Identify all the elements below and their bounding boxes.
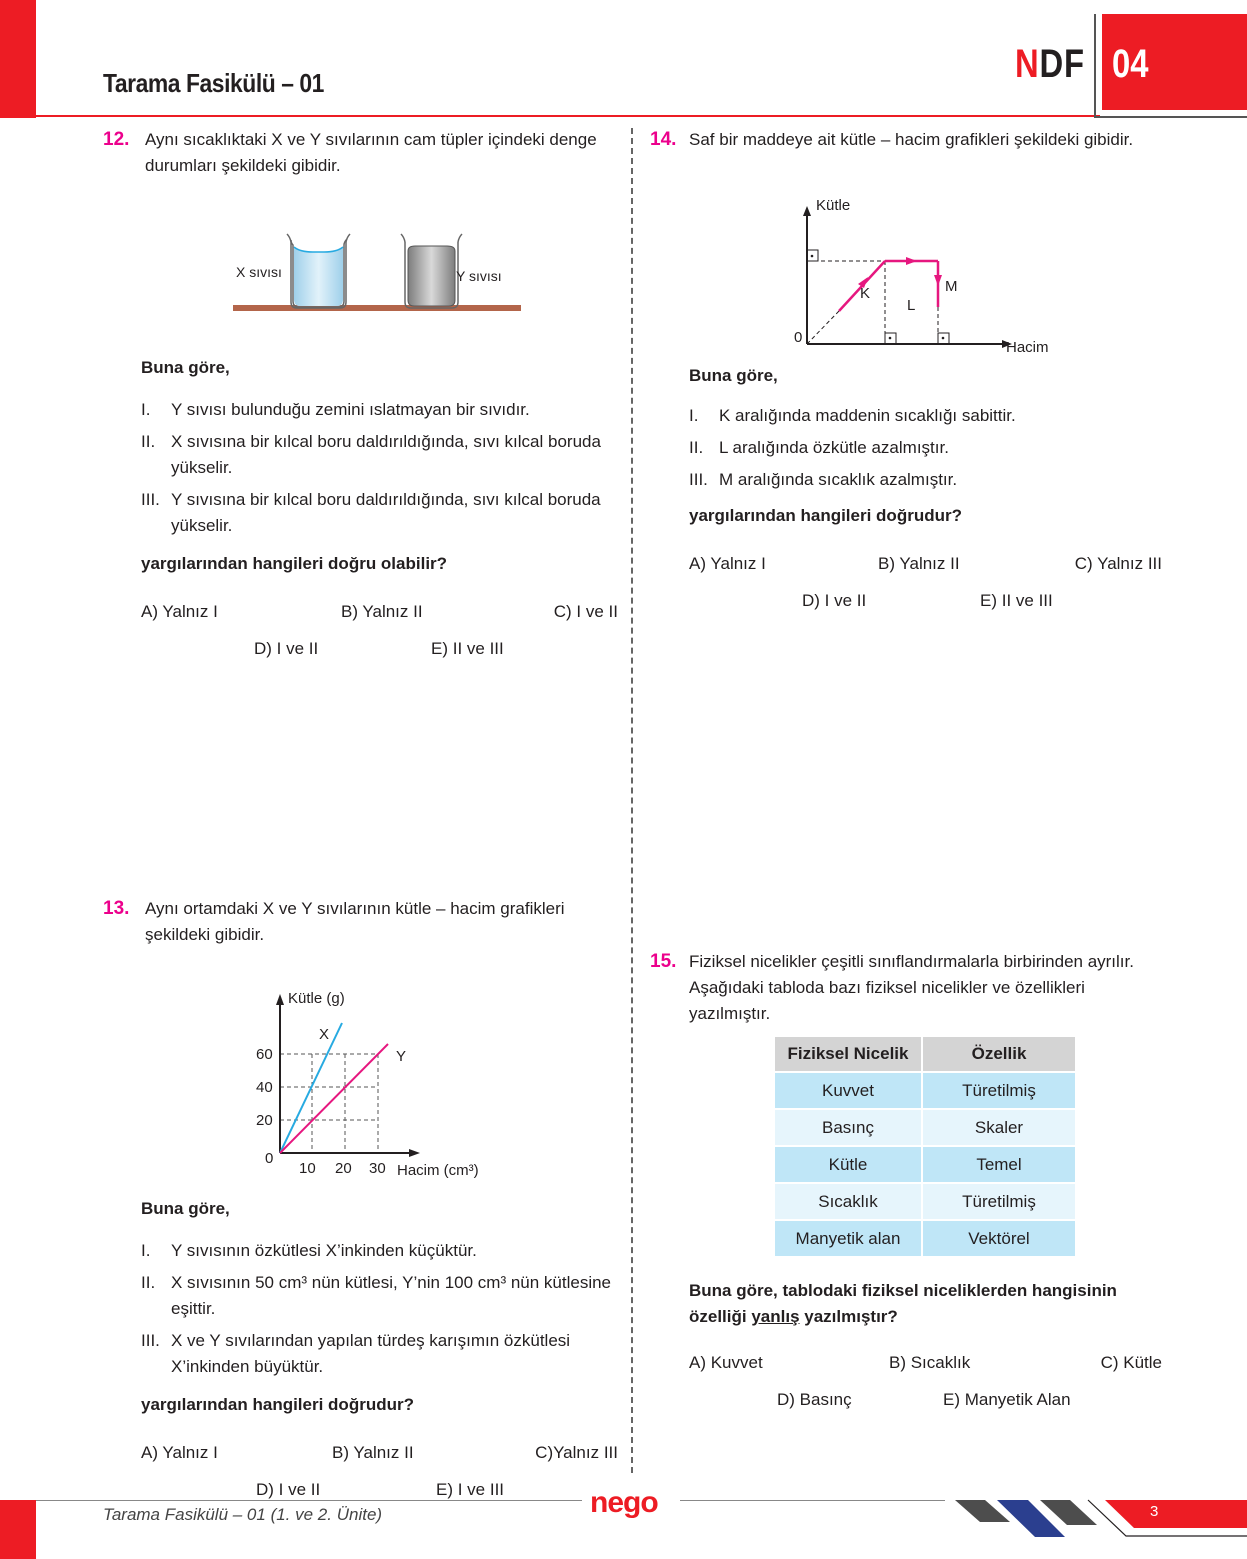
statement-2: II. X sıvısının 50 cm³ nün kütlesi, Y’nin 100 cm³ nün kütlesine eşittir. xyxy=(141,1273,612,1318)
series-y-label: Y xyxy=(396,1048,407,1065)
quantities-table xyxy=(773,1035,1077,1258)
page-title: Tarama Fasikülü – 01 xyxy=(103,68,324,98)
question-stem: Fiziksel nicelikler çeşitli sınıflandırmalarla birbirinden ayrılır. Aşağıdaki tabloda bazı fiziksel nicelikler ve özellikleri yazılmıştır. xyxy=(689,952,1134,1023)
option-c[interactable]: C)Yalnız III xyxy=(535,1443,618,1462)
column-divider xyxy=(631,128,633,1473)
footer-rule-right xyxy=(680,1500,945,1501)
statement-1: I. K aralığında maddenin sıcaklığı sabittir. xyxy=(689,406,1016,425)
question-stem: Aynı sıcaklıktaki X ve Y sıvılarının cam tüpler içindeki denge durumları şekildeki gibidir. xyxy=(145,130,597,175)
question-14 xyxy=(650,127,1165,625)
tubes-illustration xyxy=(103,187,618,337)
answer-options-row-1 xyxy=(141,599,618,636)
option-c[interactable]: C) Kütle xyxy=(1100,1353,1162,1372)
section-number: 04 xyxy=(1112,42,1149,86)
lead-text: Buna göre, xyxy=(141,358,230,377)
y-axis-label: Kütle xyxy=(816,197,851,214)
option-a[interactable]: A) Kuvvet xyxy=(689,1353,763,1372)
table-row: Manyetik alan Vektörel xyxy=(775,1221,1075,1256)
label-k: K xyxy=(860,285,871,302)
y-tick-60: 60 xyxy=(256,1046,273,1063)
answer-options-row-2 xyxy=(689,1387,1165,1424)
publisher-logo: nego xyxy=(590,1486,658,1519)
answer-options-row-1 xyxy=(689,1350,1165,1387)
option-e[interactable]: E) II ve III xyxy=(980,591,1053,610)
origin-label: 0 xyxy=(265,1150,274,1167)
left-red-bar-bottom xyxy=(0,1500,36,1559)
label-y-liquid: Y sıvısı xyxy=(456,268,502,284)
option-a[interactable]: A) Yalnız I xyxy=(689,554,766,573)
statement-1: I. Y sıvısının özkütlesi X’inkinden küçüktür. xyxy=(141,1241,477,1260)
x-tick-20: 20 xyxy=(335,1160,352,1177)
option-c[interactable]: C) Yalnız III xyxy=(1074,554,1162,573)
lead-text: Buna göre, xyxy=(141,1199,230,1218)
mass-volume-graph-xy xyxy=(103,956,618,1186)
table-row: Kütle Temel xyxy=(775,1147,1075,1182)
page-number: 3 xyxy=(1150,1503,1159,1520)
option-d[interactable]: D) I ve II xyxy=(802,591,867,610)
x-tick-10: 10 xyxy=(299,1160,316,1177)
statement-1: I. Y sıvısı bulunduğu zemini ıslatmayan bir sıvıdır. xyxy=(141,400,530,419)
option-a[interactable]: A) Yalnız I xyxy=(141,1443,218,1462)
y-tick-40: 40 xyxy=(256,1079,273,1096)
option-e[interactable]: E) II ve III xyxy=(431,639,504,658)
x-axis-label: Hacim xyxy=(1006,339,1049,356)
option-b[interactable]: B) Yalnız II xyxy=(341,602,423,621)
table-header-property: Özellik xyxy=(923,1037,1075,1071)
left-red-bar xyxy=(0,0,36,118)
answer-options-row-1 xyxy=(689,551,1165,588)
table-row: Sıcaklık Türetilmiş xyxy=(775,1184,1075,1219)
statement-3: III. M aralığında sıcaklık azalmıştır. xyxy=(689,470,958,489)
option-e[interactable]: E) Manyetik Alan xyxy=(943,1390,1071,1409)
answer-options-row-2 xyxy=(689,588,1165,625)
brand-ndf: NDF xyxy=(1015,42,1085,86)
section-underline xyxy=(1096,116,1247,118)
footer-text: Tarama Fasikülü – 01 (1. ve 2. Ünite) xyxy=(103,1505,383,1524)
question-prompt: yargılarından hangileri doğru olabilir? xyxy=(141,554,448,573)
x-tick-30: 30 xyxy=(369,1160,386,1177)
question-stem: Aynı ortamdaki X ve Y sıvılarının kütle – hacim grafikleri şekildeki gibidir. xyxy=(145,899,565,944)
option-d[interactable]: D) Basınç xyxy=(777,1390,852,1409)
statement-3: III. X ve Y sıvılarından yapılan türdeş karışımın özkütlesi X’inkinden büyüktür. xyxy=(141,1331,571,1376)
underlined-word: yanlış xyxy=(751,1307,800,1326)
mass-volume-graph-klm xyxy=(650,163,1165,363)
y-axis-label: Kütle (g) xyxy=(288,990,345,1007)
table-row: Kuvvet Türetilmiş xyxy=(775,1073,1075,1108)
tubes-figure xyxy=(103,187,618,337)
brand-separator xyxy=(1094,14,1096,118)
footer-stripes xyxy=(940,1490,1247,1550)
option-d[interactable]: D) I ve II xyxy=(256,1480,321,1499)
series-x-label: X xyxy=(319,1026,330,1043)
origin-label: 0 xyxy=(794,329,803,346)
lead-text: Buna göre, xyxy=(689,366,778,385)
statement-2: II. L aralığında özkütle azalmıştır. xyxy=(689,438,949,457)
question-13 xyxy=(103,896,618,1514)
question-number: 13. xyxy=(103,898,130,919)
option-b[interactable]: B) Yalnız II xyxy=(878,554,960,573)
table-row: Basınç Skaler xyxy=(775,1110,1075,1145)
option-b[interactable]: B) Sıcaklık xyxy=(889,1353,971,1372)
question-15 xyxy=(650,949,1165,1424)
question-12 xyxy=(103,127,618,673)
header-rule xyxy=(36,115,1100,117)
question-prompt: yargılarından hangileri doğrudur? xyxy=(141,1395,414,1414)
footer-rule-left xyxy=(36,1500,582,1501)
statement-2: II. X sıvısına bir kılcal boru daldırıldığında, sıvı kılcal boruda yükselir. xyxy=(141,432,601,477)
label-m: M xyxy=(945,278,958,295)
option-e[interactable]: E) I ve III xyxy=(436,1480,505,1499)
option-b[interactable]: B) Yalnız II xyxy=(332,1443,414,1462)
question-prompt: Buna göre, tablodaki fiziksel niceliklerden hangisinin özelliği yanlış yazılmıştır? xyxy=(689,1281,1117,1326)
option-a[interactable]: A) Yalnız I xyxy=(141,602,218,621)
question-number: 12. xyxy=(103,129,130,150)
option-c[interactable]: C) I ve II xyxy=(553,602,618,621)
table-header-quantity: Fiziksel Nicelik xyxy=(775,1037,921,1071)
option-d[interactable]: D) I ve II xyxy=(254,639,319,658)
label-x-liquid: X sıvısı xyxy=(236,264,282,280)
label-l: L xyxy=(907,297,916,314)
question-number: 14. xyxy=(650,129,677,150)
question-number: 15. xyxy=(650,951,677,972)
answer-options-row-2 xyxy=(141,636,618,673)
statement-3: III. Y sıvısına bir kılcal boru daldırıldığında, sıvı kılcal boruda yükselir. xyxy=(141,490,601,535)
y-tick-20: 20 xyxy=(256,1112,273,1129)
question-stem: Saf bir maddeye ait kütle – hacim grafikleri şekildeki gibidir. xyxy=(689,130,1134,149)
graph-klm xyxy=(650,163,1165,363)
x-axis-label: Hacim (cm³) xyxy=(397,1162,479,1179)
question-prompt: yargılarından hangileri doğrudur? xyxy=(689,506,962,525)
graph-xy xyxy=(103,956,618,1186)
answer-options-row-1 xyxy=(141,1440,618,1477)
